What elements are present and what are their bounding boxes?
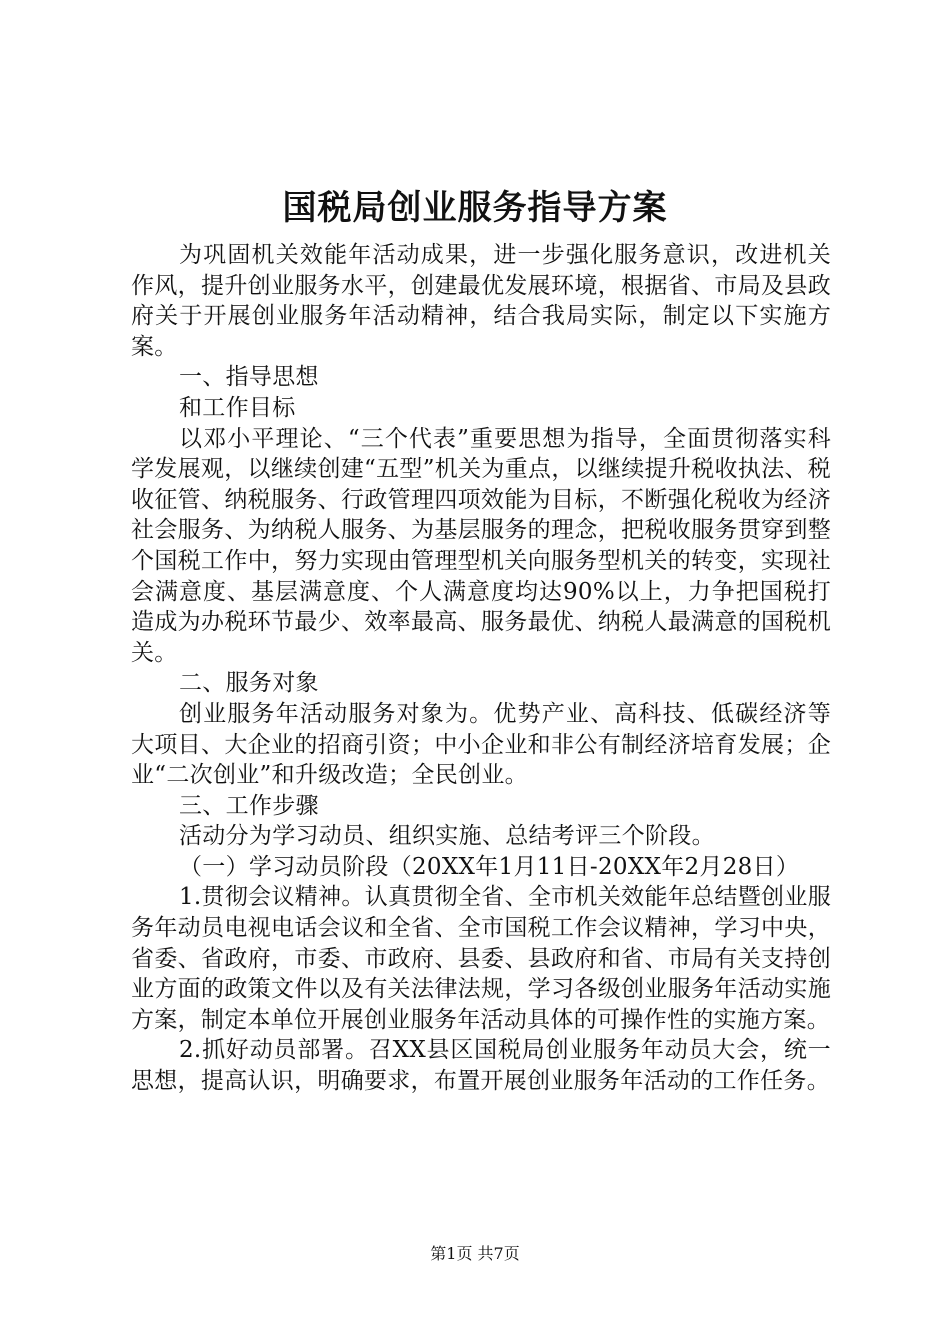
intro-paragraph: 为巩固机关效能年活动成果，进一步强化服务意识，改进机关作风，提升创业服务水平，创建最优发展环境，根据省、市局及县政府关于开展创业服务年活动精神，结合我局实际，制定以下实施方案。 <box>131 242 831 360</box>
section-heading-service-targets: 二、服务对象 <box>179 670 319 697</box>
work-steps-paragraph: 活动分为学习动员、组织实施、总结考评三个阶段。 <box>179 823 715 850</box>
service-targets-paragraph: 创业服务年活动服务对象为。优势产业、高科技、低碳经济等大项目、大企业的招商引资；中小企业和非公有制经济培育发展；企业“二次创业”和升级改造；全民创业。 <box>131 700 831 789</box>
section-heading-work-goals: 和工作目标 <box>179 394 296 421</box>
page-footer: 第1页 共7页 <box>430 1244 520 1263</box>
item-two-paragraph: 2.抓好动员部署。召XX县区国税局创业服务年动员大会，统一思想，提高认识，明确要求，布置开展创业服务年活动的工作任务。 <box>131 1037 831 1095</box>
guiding-ideology-paragraph: 以邓小平理论、“三个代表”重要思想为指导，全面贯彻落实科学发展观，以继续创建“五型”机关为重点，以继续提升税收执法、税收征管、纳税服务、行政管理四项效能为目标，不断强化税收为经济社会服务、为纳税人服务、为基层服务的理念，把税收服务贯穿到整个国税工作中，努力实现由管理型机关向服务型机关的转变，实现社会满意度、基层满意度、个人满意度均达90%以上，力争把国税打造成为办税环节最少、效率最高、服务最优、纳税人最满意的国税机关。 <box>131 425 831 666</box>
section-heading-guiding-ideology: 一、指导思想 <box>179 364 319 391</box>
document-title: 国税局创业服务指导方案 <box>282 188 668 228</box>
item-one-paragraph: 1.贯彻会议精神。认真贯彻全省、全市机关效能年总结暨创业服务年动员电视电话会议和全省、全市国税工作会议精神，学习中央，省委、省政府，市委、市政府、县委、县政府和省、市局有关支持创业方面的政策文件以及有关法律法规，学习各级创业服务年活动实施方案，制定本单位开展创业服务年活动具体的可操作性的实施方案。 <box>131 884 831 1033</box>
section-heading-work-steps: 三、工作步骤 <box>179 792 319 819</box>
phase-one-heading: （一）学习动员阶段（20XX年1月11日-20XX年2月28日） <box>179 853 800 880</box>
document-body <box>131 240 831 1097</box>
